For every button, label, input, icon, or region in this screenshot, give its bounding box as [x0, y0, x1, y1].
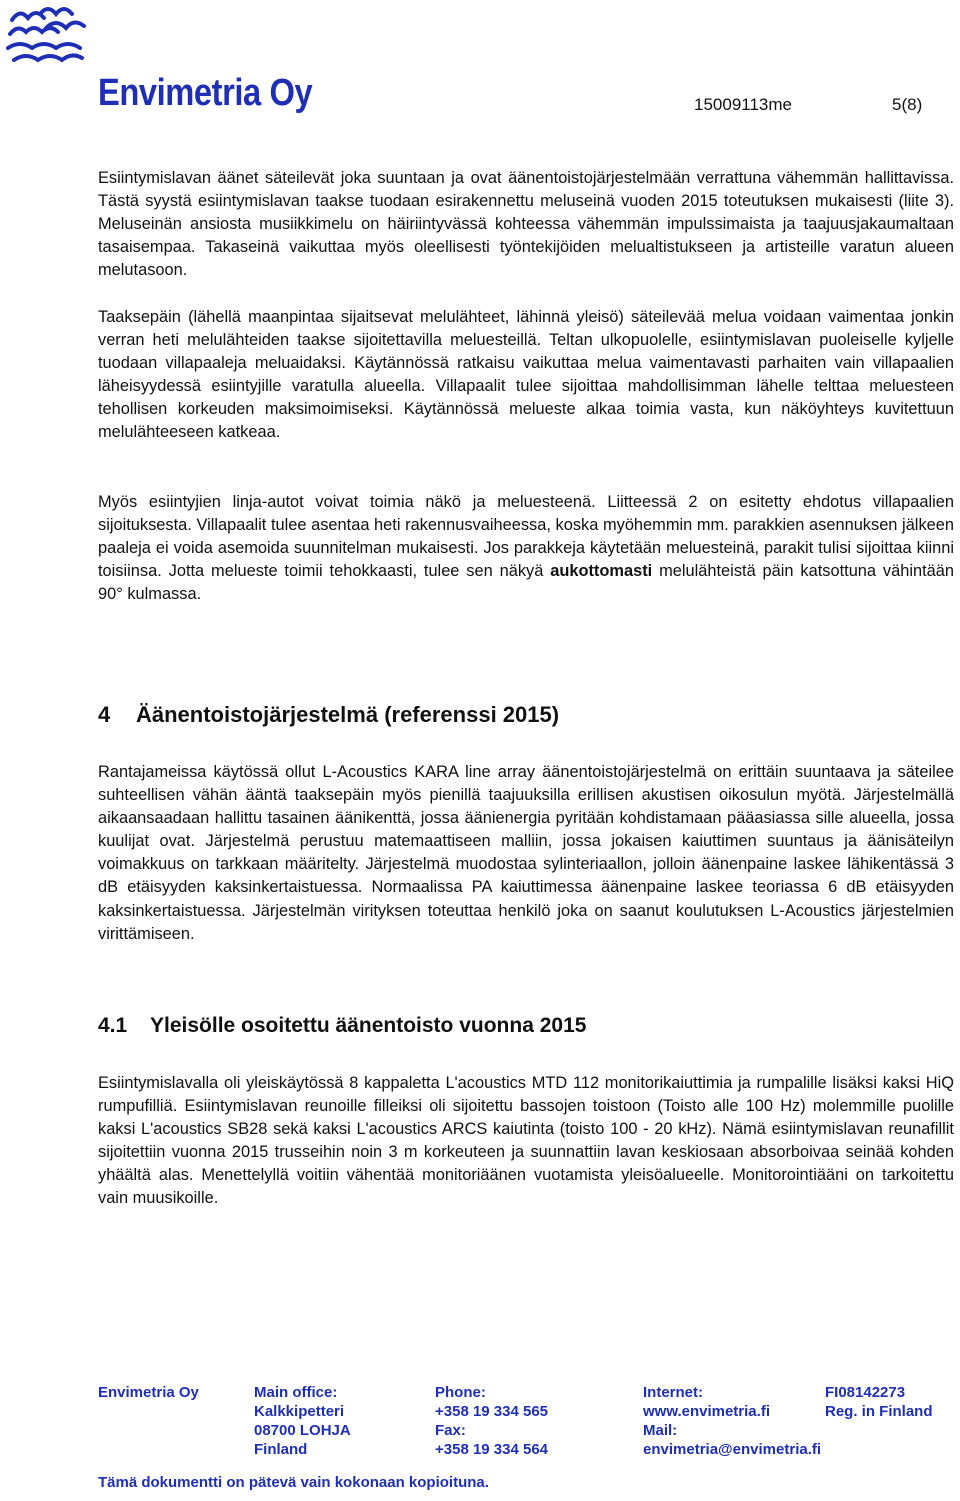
intro-paragraph-3-block: [98, 491, 954, 606]
footer-office-line2: 08700 LOHJA: [254, 1422, 351, 1439]
footer-internet-col: [643, 1383, 821, 1459]
section-4-body: [98, 761, 954, 946]
intro-paragraph-1-block: [98, 167, 954, 282]
footer-office-label: Main office:: [254, 1384, 338, 1401]
footer-reg-col: [825, 1383, 933, 1421]
footer-web: www.envimetria.fi: [643, 1403, 770, 1420]
footer-mail-label: Mail:: [643, 1422, 678, 1439]
section-4-1-number: 4.1: [98, 1014, 128, 1037]
footer-company: Envimetria Oy: [98, 1384, 199, 1401]
section-4-paragraph: Rantajameissa käytössä ollut L-Acoustics KARA line array äänentoistojärjestelmä on erittäin suuntaava ja säteilee suhteellisen vähän ääntä taaksepäin myös pienillä taajuuksilla erillisen akustisen oikosulun myötä. Järjestelmällä aikaansaadaan hallittu tasainen äänikenttä, jossa äänienergia pyritään kohdistamaan pääasiassa sille alueella, jossa kuulijat ovat. Järjestelmä perustuu matemaattiseen malliin, jossa jokaisen kaiuttimen suuntaus ja äänisäteilyn voimakkuus on tarkkaan määritelty. Järjestelmä muodostaa sylinteriaallon, jolloin äänenpaine laskee lähikentässä 3 dB etäisyyden kaksinkertaistuessa. Normaalissa PA kaiuttimessa äänenpaine laskee teoriassa 6 dB etäisyyden kaksinkertaistuessa. Järjestelmän virityksen toteuttaa henkilö joka on saanut koulutuksen L-Acoustics järjestelmien virittämiseen.: [98, 763, 954, 943]
footer-phone-col: [435, 1383, 548, 1459]
footer-office-col: [254, 1383, 351, 1459]
intro-paragraph-3-start: Myös esiintyjien linja-autot voivat toimia näkö ja meluesteenä. Liitteessä 2 on esitetty ehdotus villapaalien sijoituksesta. Villapaalit tulee asentaa heti rakennusvaiheessa, koska myöhemmin mm. parakkien asennuksen jälkeen paaleja ei voida asemoida suunnitelman mukaisesti. Jos parakkeja käytetään meluesteinä, parakit tulisi sijoittaa kiinni toisiinsa. Jotta melueste toimii tehokkaasti, tulee sen näkyä: [98, 493, 954, 581]
seagulls-waves-logo-icon: [6, 4, 88, 68]
intro-paragraph-2-block: [98, 306, 954, 445]
section-4-number: 4: [98, 702, 111, 727]
footer-office-line1: Kalkkipetteri: [254, 1403, 345, 1420]
footer-reg-number: FI08142273: [825, 1384, 906, 1401]
intro-paragraph-3: [98, 491, 954, 606]
section-4-1-heading: [98, 1014, 586, 1038]
footer-fax-label: Fax:: [435, 1422, 466, 1439]
section-4-1-title: Yleisölle osoitettu äänentoisto vuonna 2015: [150, 1014, 587, 1037]
footer-company-col: [98, 1383, 199, 1402]
footer-email: envimetria@envimetria.fi: [643, 1441, 822, 1458]
section-4-1-paragraph: Esiintymislavalla oli yleiskäytössä 8 kappaletta L'acoustics MTD 112 monitorikaiuttimia ja rumpalille lisäksi kaksi HiQ rumpufilliä. Esiintymislavan reunoille filleiksi oli sijoitettu bassojen toistoon (Toisto alle 100 Hz) molemmille puolille kaksi L'acoustics SB28 sekä kaksi L'acoustics ARCS kaiutinta (toisto 100 - 20 kHz). Nämä esiintymislavan reunafillit sijoitettiin vuonna 2015 trusseihin noin 3 m korkeuteen ja suunnattiin lavan keskiosaan absorboivaa seinää kohden yhäältä alas. Menettelyllä voitiin vähentää monitoriäänen vuotamista yleisöalueelle. Monitorointiääni on tarkoitettu vain muusikoille.: [98, 1074, 954, 1208]
page-number: 5(8): [892, 95, 923, 114]
section-4-1-body: [98, 1072, 954, 1211]
footer-office-line3: Finland: [254, 1441, 308, 1458]
section-4-heading: [98, 702, 559, 728]
intro-paragraph-1: Esiintymislavan äänet säteilevät joka suuntaan ja ovat äänentoistojärjestelmään verrattuna vähemmän hallittavissa. Tästä syystä esiintymislavan taakse tuodaan esirakennettu meluseinä vuoden 2015 toteutuksen mukaisesti (liite 3). Meluseinän ansiosta musiikkimelu on häiriintyvässä kohteessa vähemmän impulssimaista ja taajuusjakaumaltaan tasaisempaa. Takaseinä vaikuttaa myös oleellisesti työntekijöiden melualtistukseen ja artisteille varatun alueen melutasoon.: [98, 169, 954, 280]
footer-reg-text: Reg. in Finland: [825, 1403, 933, 1420]
intro-paragraph-3-end: melulähteistä päin katsottuna vähintään 90° kulmassa.: [98, 562, 954, 604]
document-number: 15009113me: [694, 95, 792, 114]
intro-paragraph-3-emphasis: aukottomasti: [550, 562, 653, 581]
intro-paragraph-2: Taaksepäin (lähellä maanpintaa sijaitsevat melulähteet, lähinnä yleisö) säteilevää melua voidaan vaimentaa jonkin verran heti melulähteiden taakse sijoitettavilla meluesteillä. Teltan ulkopuolelle, esiintymislavan puoleiselle kyljelle tuodaan villapaaleja meluaidaksi. Käytännössä ratkaisu vaikuttaa melua vaimentavasti parhaiten vain villapaalien läheisyydessä esiintyjille varatulla alueella. Villapaalit tulee sijoittaa mahdollisimman lähelle telttaa meluesteen tehollisen korkeuden maksimoimiseksi. Käytännössä melueste alkaa toimia vasta, kun näköyhteys kuvitettuun melulähteeseen katkeaa.: [98, 308, 954, 442]
footer-internet-label: Internet:: [643, 1384, 703, 1401]
company-brand: Envimetria Oy: [98, 72, 313, 114]
footer-phone: +358 19 334 565: [435, 1403, 549, 1420]
page-footer: [98, 1383, 958, 1467]
footer-note: Tämä dokumentti on pätevä vain kokonaan kopioituna.: [98, 1474, 489, 1491]
section-4-title: Äänentoistojärjestelmä (referenssi 2015): [136, 702, 560, 727]
footer-phone-label: Phone:: [435, 1384, 486, 1401]
footer-fax: +358 19 334 564: [435, 1441, 549, 1458]
